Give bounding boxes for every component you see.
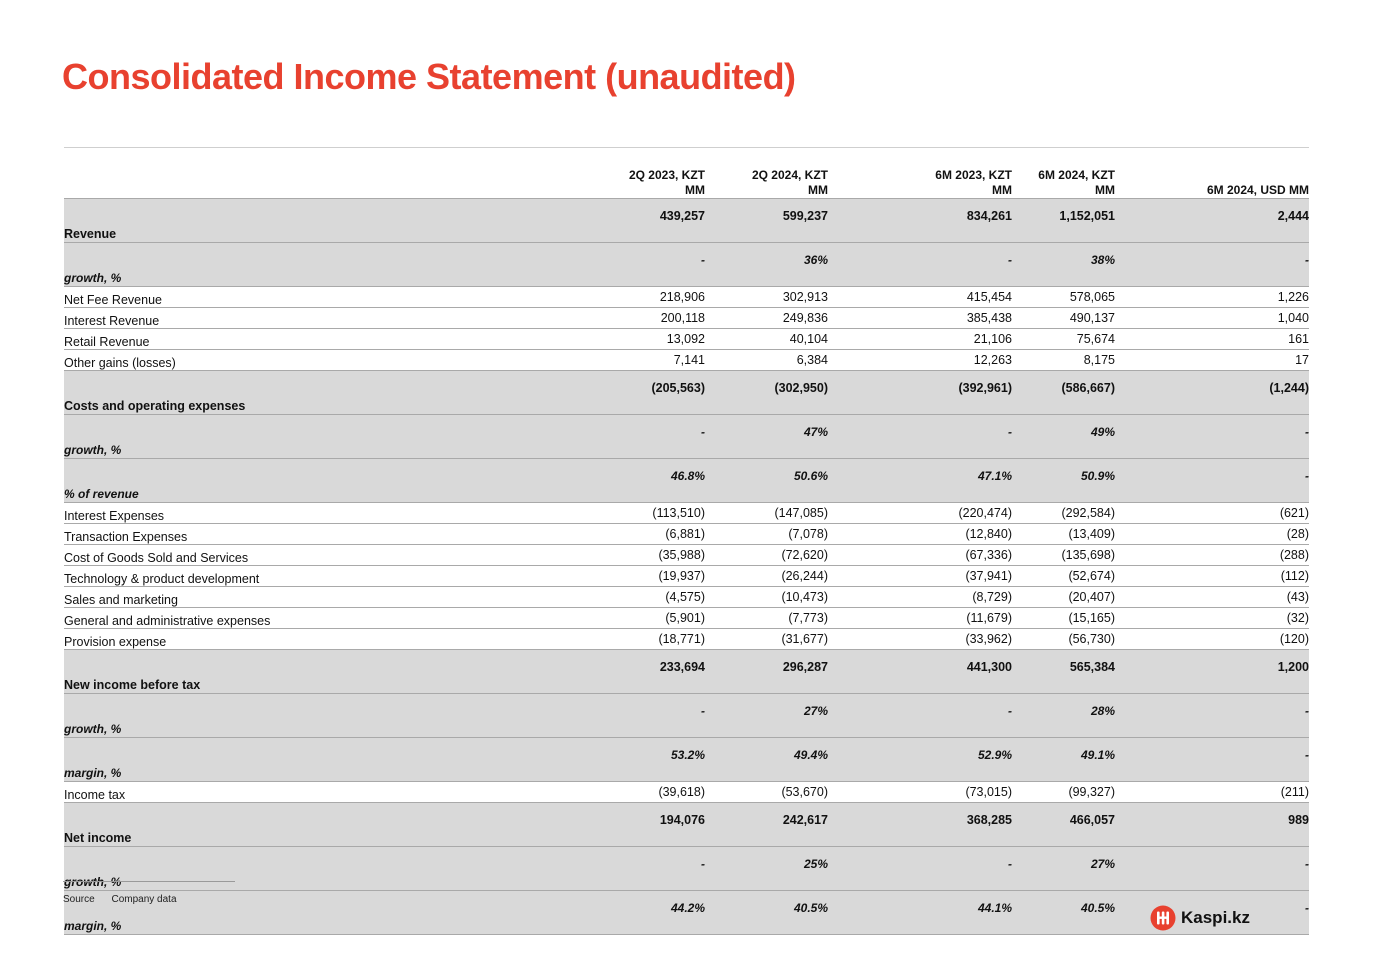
value-cell: (13,409) <box>1012 524 1115 545</box>
logo-text: Kaspi.kz <box>1181 908 1250 927</box>
value-cell: 242,617 <box>705 803 828 847</box>
value-cell: 439,257 <box>599 199 705 243</box>
value-cell: 27% <box>1012 847 1115 891</box>
row-label: New income before tax <box>64 650 599 694</box>
value-cell: (120) <box>1115 629 1309 650</box>
table-row <box>64 650 1309 694</box>
value-cell: - <box>1115 459 1309 503</box>
value-cell: 75,674 <box>1012 329 1115 350</box>
row-label: Costs and operating expenses <box>64 371 599 415</box>
value-cell: (135,698) <box>1012 545 1115 566</box>
table-row <box>64 587 1309 608</box>
value-cell: (39,618) <box>599 782 705 803</box>
value-cell: (205,563) <box>599 371 705 415</box>
value-cell: 1,226 <box>1115 287 1309 308</box>
table-row <box>64 694 1309 738</box>
value-cell: 53.2% <box>599 738 705 782</box>
value-cell: (7,773) <box>705 608 828 629</box>
value-cell: (33,962) <box>828 629 1012 650</box>
value-cell: 989 <box>1115 803 1309 847</box>
value-cell: 302,913 <box>705 287 828 308</box>
value-cell: (6,881) <box>599 524 705 545</box>
value-cell: 466,057 <box>1012 803 1115 847</box>
row-label: % of revenue <box>64 459 599 503</box>
value-cell: - <box>1115 415 1309 459</box>
value-cell: (302,950) <box>705 371 828 415</box>
value-cell: 21,106 <box>828 329 1012 350</box>
value-cell: 1,152,051 <box>1012 199 1115 243</box>
value-cell: (31,677) <box>705 629 828 650</box>
column-header: 6M 2024, USD MM <box>1115 165 1309 199</box>
value-cell: 49.1% <box>1012 738 1115 782</box>
value-cell: (147,085) <box>705 503 828 524</box>
value-cell: (19,937) <box>599 566 705 587</box>
value-cell: - <box>599 847 705 891</box>
table-row <box>64 608 1309 629</box>
value-cell: 1,200 <box>1115 650 1309 694</box>
value-cell: (18,771) <box>599 629 705 650</box>
source-note <box>63 894 177 905</box>
value-cell: (211) <box>1115 782 1309 803</box>
value-cell: 490,137 <box>1012 308 1115 329</box>
table-row <box>64 503 1309 524</box>
table-row <box>64 199 1309 243</box>
value-cell: 50.9% <box>1012 459 1115 503</box>
income-statement-table <box>64 165 1309 935</box>
row-label: Retail Revenue <box>64 329 599 350</box>
row-label: growth, % <box>64 415 599 459</box>
value-cell: 28% <box>1012 694 1115 738</box>
value-cell: 49% <box>1012 415 1115 459</box>
value-cell: (37,941) <box>828 566 1012 587</box>
value-cell: (53,670) <box>705 782 828 803</box>
row-label: Transaction Expenses <box>64 524 599 545</box>
value-cell: (15,165) <box>1012 608 1115 629</box>
value-cell: 40,104 <box>705 329 828 350</box>
top-divider <box>64 147 1309 148</box>
column-header: 2Q 2023, KZT MM <box>599 165 705 199</box>
kaspi-logo <box>1150 905 1250 931</box>
table-row <box>64 891 1309 935</box>
row-label: Net income <box>64 803 599 847</box>
table-row <box>64 782 1309 803</box>
value-cell: 47% <box>705 415 828 459</box>
table-row <box>64 371 1309 415</box>
table-row <box>64 847 1309 891</box>
row-label: growth, % <box>64 847 599 891</box>
value-cell: (112) <box>1115 566 1309 587</box>
value-cell: 200,118 <box>599 308 705 329</box>
value-cell: 49.4% <box>705 738 828 782</box>
value-cell: (28) <box>1115 524 1309 545</box>
footer-divider <box>63 881 235 882</box>
row-label: General and administrative expenses <box>64 608 599 629</box>
value-cell: 38% <box>1012 243 1115 287</box>
value-cell: (11,679) <box>828 608 1012 629</box>
value-cell: (43) <box>1115 587 1309 608</box>
value-cell: 46.8% <box>599 459 705 503</box>
row-label: growth, % <box>64 243 599 287</box>
value-cell: - <box>828 415 1012 459</box>
value-cell: - <box>599 243 705 287</box>
value-cell: 7,141 <box>599 350 705 371</box>
table-row <box>64 243 1309 287</box>
value-cell: 385,438 <box>828 308 1012 329</box>
value-cell: 40.5% <box>1012 891 1115 935</box>
row-label: Income tax <box>64 782 599 803</box>
value-cell: 6,384 <box>705 350 828 371</box>
value-cell: 44.1% <box>828 891 1012 935</box>
row-label: Revenue <box>64 199 599 243</box>
value-cell: (621) <box>1115 503 1309 524</box>
table-row <box>64 308 1309 329</box>
table-row <box>64 545 1309 566</box>
value-cell: (1,244) <box>1115 371 1309 415</box>
value-cell: 27% <box>705 694 828 738</box>
value-cell: 368,285 <box>828 803 1012 847</box>
value-cell: - <box>599 415 705 459</box>
value-cell: - <box>828 243 1012 287</box>
value-cell: (5,901) <box>599 608 705 629</box>
value-cell: 599,237 <box>705 199 828 243</box>
value-cell: 194,076 <box>599 803 705 847</box>
value-cell: (8,729) <box>828 587 1012 608</box>
value-cell: 296,287 <box>705 650 828 694</box>
row-label: Provision expense <box>64 629 599 650</box>
value-cell: (220,474) <box>828 503 1012 524</box>
value-cell: - <box>828 847 1012 891</box>
table-row <box>64 329 1309 350</box>
value-cell: 12,263 <box>828 350 1012 371</box>
value-cell: (292,584) <box>1012 503 1115 524</box>
page-title: Consolidated Income Statement (unaudited) <box>62 56 796 97</box>
value-cell: (4,575) <box>599 587 705 608</box>
kaspi-logo-icon <box>1150 905 1176 931</box>
value-cell: 834,261 <box>828 199 1012 243</box>
header-label-cell <box>64 165 599 199</box>
row-label: growth, % <box>64 694 599 738</box>
value-cell: (73,015) <box>828 782 1012 803</box>
row-label: Sales and marketing <box>64 587 599 608</box>
value-cell: (26,244) <box>705 566 828 587</box>
value-cell: - <box>1115 243 1309 287</box>
table-row <box>64 629 1309 650</box>
value-cell: 441,300 <box>828 650 1012 694</box>
table-row <box>64 350 1309 371</box>
value-cell: - <box>1115 891 1309 935</box>
row-label: Other gains (losses) <box>64 350 599 371</box>
table-row <box>64 566 1309 587</box>
table-row <box>64 524 1309 545</box>
value-cell: (288) <box>1115 545 1309 566</box>
value-cell: 218,906 <box>599 287 705 308</box>
value-cell: 40.5% <box>705 891 828 935</box>
value-cell: 47.1% <box>828 459 1012 503</box>
value-cell: (67,336) <box>828 545 1012 566</box>
value-cell: (52,674) <box>1012 566 1115 587</box>
table-row <box>64 738 1309 782</box>
value-cell: - <box>599 694 705 738</box>
table-row <box>64 803 1309 847</box>
column-header: 6M 2024, KZT MM <box>1012 165 1115 199</box>
value-cell: 249,836 <box>705 308 828 329</box>
value-cell: 8,175 <box>1012 350 1115 371</box>
row-label: margin, % <box>64 738 599 782</box>
value-cell: (7,078) <box>705 524 828 545</box>
value-cell: (72,620) <box>705 545 828 566</box>
value-cell: 17 <box>1115 350 1309 371</box>
value-cell: (12,840) <box>828 524 1012 545</box>
value-cell: - <box>1115 738 1309 782</box>
table-header-row <box>64 165 1309 199</box>
value-cell: 1,040 <box>1115 308 1309 329</box>
value-cell: 161 <box>1115 329 1309 350</box>
row-label: Interest Expenses <box>64 503 599 524</box>
value-cell: 50.6% <box>705 459 828 503</box>
value-cell: 44.2% <box>599 891 705 935</box>
value-cell: 36% <box>705 243 828 287</box>
value-cell: (586,667) <box>1012 371 1115 415</box>
row-label: Cost of Goods Sold and Services <box>64 545 599 566</box>
column-header: 2Q 2024, KZT MM <box>705 165 828 199</box>
value-cell: (35,988) <box>599 545 705 566</box>
value-cell: (56,730) <box>1012 629 1115 650</box>
value-cell: 415,454 <box>828 287 1012 308</box>
column-header: 6M 2023, KZT MM <box>828 165 1012 199</box>
value-cell: 25% <box>705 847 828 891</box>
row-label: Net Fee Revenue <box>64 287 599 308</box>
source-key: Source <box>63 894 95 905</box>
table-row <box>64 459 1309 503</box>
value-cell: - <box>1115 847 1309 891</box>
row-label: Technology & product development <box>64 566 599 587</box>
value-cell: (32) <box>1115 608 1309 629</box>
table-row <box>64 287 1309 308</box>
value-cell: 2,444 <box>1115 199 1309 243</box>
value-cell: (20,407) <box>1012 587 1115 608</box>
value-cell: 52.9% <box>828 738 1012 782</box>
value-cell: (113,510) <box>599 503 705 524</box>
value-cell: 233,694 <box>599 650 705 694</box>
value-cell: - <box>828 694 1012 738</box>
row-label: margin, % <box>64 891 599 935</box>
value-cell: 578,065 <box>1012 287 1115 308</box>
source-value: Company data <box>111 894 177 905</box>
value-cell: (10,473) <box>705 587 828 608</box>
value-cell: 13,092 <box>599 329 705 350</box>
value-cell: (392,961) <box>828 371 1012 415</box>
row-label: Interest Revenue <box>64 308 599 329</box>
table-row <box>64 415 1309 459</box>
value-cell: (99,327) <box>1012 782 1115 803</box>
value-cell: 565,384 <box>1012 650 1115 694</box>
value-cell: - <box>1115 694 1309 738</box>
